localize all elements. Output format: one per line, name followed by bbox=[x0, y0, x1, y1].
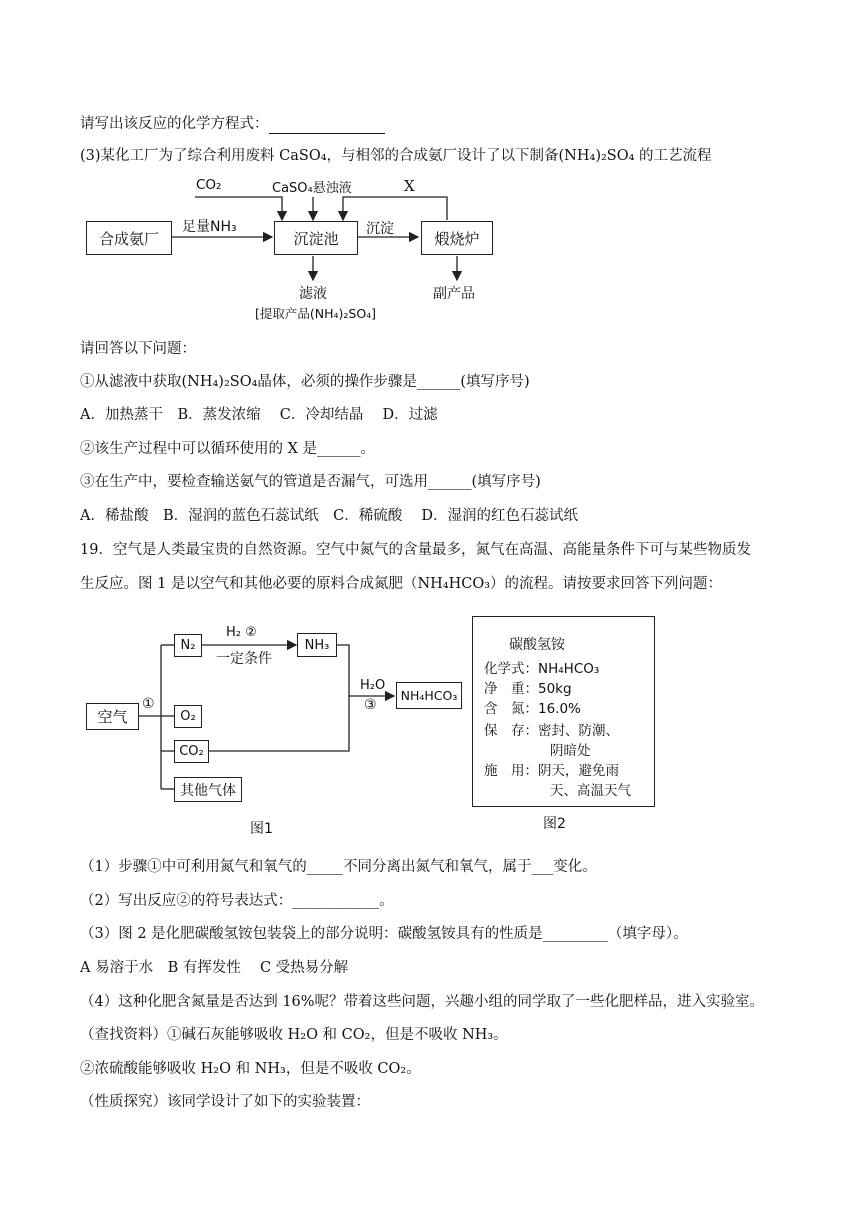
card-usage-1: 施 用：阴天，避免雨 bbox=[484, 763, 619, 779]
filtrate-label: 滤液 bbox=[299, 286, 327, 302]
h2o-label: H₂O bbox=[360, 678, 386, 693]
air-box: 空气 bbox=[86, 703, 139, 730]
part-2-question: （2）写出反应②的符号表达式：____________。 bbox=[80, 893, 394, 909]
figure-2-caption: 图2 bbox=[543, 816, 566, 832]
part-3-options: A 易溶于水 B 有挥发性 C 受热易分解 bbox=[80, 960, 349, 976]
furnace-box: 煅烧炉 bbox=[421, 221, 493, 255]
nh3-arrow-label: 足量NH₃ bbox=[182, 219, 237, 235]
byproduct-label: 副产品 bbox=[433, 286, 475, 302]
equation-prompt-text: 请写出该反应的化学方程式： bbox=[80, 116, 269, 132]
condition-label: 一定条件 bbox=[216, 651, 272, 667]
card-storage-2: 阴暗处 bbox=[550, 743, 591, 759]
n2-box: N₂ bbox=[174, 634, 202, 657]
sub-question-2: ②该生产过程中可以循环使用的 X 是______。 bbox=[80, 441, 376, 457]
sub-question-3: ③在生产中，要检查输送氨气的管道是否漏气，可选用______(填写序号) bbox=[80, 474, 541, 490]
sub-question-3-options: A．稀盐酸 B．湿润的蓝色石蕊试纸 C．稀硫酸 D．湿润的红色石蕊试纸 bbox=[80, 508, 578, 524]
other-gases-box: 其他气体 bbox=[174, 777, 242, 802]
question-19-line1: 19．空气是人类最宝贵的自然资源。空气中氮气的含量最多，氮气在高温、高能量条件下可与某些物质发 bbox=[80, 542, 751, 558]
card-title: 碳酸氢铵 bbox=[509, 637, 565, 653]
x-input-label: X bbox=[404, 177, 415, 195]
card-storage-1: 保 存：密封、防潮、 bbox=[484, 723, 619, 739]
nh3-box: NH₃ bbox=[297, 633, 337, 657]
figure-1-caption: 图1 bbox=[250, 821, 273, 837]
co2-box: CO₂ bbox=[174, 740, 209, 763]
reference-info-1: （查找资料）①碱石灰能够吸收 H₂O 和 CO₂，但是不吸收 NH₃。 bbox=[80, 1027, 508, 1043]
precipitate-arrow-label: 沉淀 bbox=[366, 221, 394, 237]
sub-question-1-options: A．加热蒸干 B．蒸发浓缩 C．冷却结晶 D．过滤 bbox=[80, 407, 438, 423]
co2-input-label: CO₂ bbox=[196, 177, 222, 193]
property-inquiry: （性质探究）该同学设计了如下的实验装置： bbox=[80, 1094, 370, 1110]
part-1-question: （1）步骤①中可利用氮气和氧气的_____不同分离出氮气和氧气，属于___变化。 bbox=[80, 859, 597, 875]
question-19-line2: 生反应。图 1 是以空气和其他必要的原料合成氮肥（NH₄HCO₃）的流程。请按要求回答下列问题： bbox=[80, 576, 723, 592]
card-weight: 净 重：50kg bbox=[484, 681, 572, 697]
caso4-input-label: CaSO₄悬浊液 bbox=[272, 181, 352, 196]
part-4-question: （4）这种化肥含氮量是否达到 16%呢？带着这些问题，兴趣小组的同学取了一些化肥样品，进入实验室。 bbox=[80, 994, 765, 1010]
precipitation-tank-box: 沉淀池 bbox=[274, 221, 358, 255]
extract-product-label: [提取产品(NH₄)₂SO₄] bbox=[255, 306, 377, 321]
ammonia-plant-box: 合成氨厂 bbox=[86, 221, 172, 255]
reference-info-2: ②浓硫酸能够吸收 H₂O 和 NH₃，但是不吸收 CO₂。 bbox=[80, 1061, 421, 1077]
card-nitrogen: 含 氮：16.0% bbox=[484, 701, 581, 717]
step-1-marker: ① bbox=[142, 696, 155, 712]
card-formula: 化学式：NH₄HCO₃ bbox=[484, 661, 600, 677]
step-3-marker: ③ bbox=[364, 697, 377, 713]
answer-prompt: 请回答以下问题： bbox=[80, 341, 196, 357]
nh4hco3-product-box: NH₄HCO₃ bbox=[396, 682, 462, 709]
part-3-question: （3）图 2 是化肥碳酸氢铵包装袋上的部分说明：碳酸氢铵具有的性质是_________（填字母）。 bbox=[80, 926, 688, 942]
sub-question-1: ①从滤液中获取(NH₄)₂SO₄晶体，必须的操作步骤是______(填写序号) bbox=[80, 374, 530, 390]
o2-box: O₂ bbox=[174, 705, 202, 728]
card-usage-2: 天、高温天气 bbox=[550, 783, 631, 799]
h2-step-2-label: H₂ ② bbox=[226, 625, 257, 640]
question-3-text: (3)某化工厂为了综合利用废料 CaSO₄，与相邻的合成氨厂设计了以下制备(NH₄)₂SO₄ 的工艺流程 bbox=[80, 148, 712, 164]
